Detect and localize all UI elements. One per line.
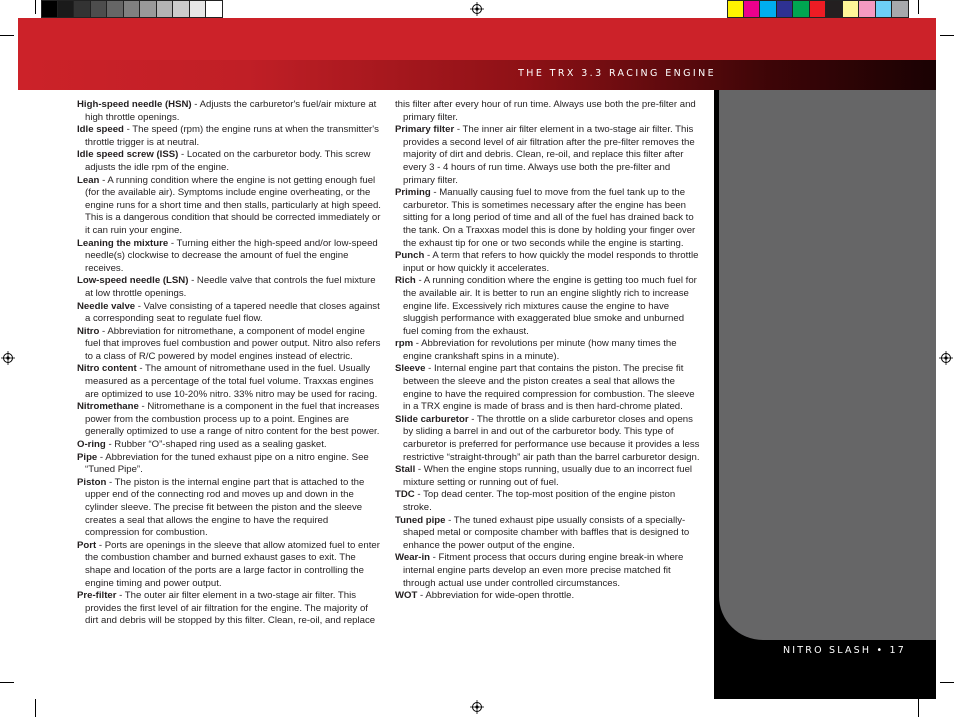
glossary-definition: - Turning either the high-speed and/or low-speed needle(s) clockwise to decrease the amount of fuel the engine receives.	[85, 237, 378, 274]
glossary-definition: - Nitromethane is a component in the fuel that increases power from the combustion process up to a point. Engines are generally optimized to use a range of nitro content for the best power.	[85, 401, 380, 438]
section-title: THE TRX 3.3 RACING ENGINE	[518, 68, 716, 79]
glossary-definition: - A running condition where the engine is getting too much fuel for the available air. It is better to run an engine slightly rich to increase engine life. Excessively rich mixtures cause the engine to have sluggish performance with exaggerated blue smoke and unburned fuel coming from the exhaust.	[403, 275, 697, 337]
glossary-definition: - Ports are openings in the sleeve that allow atomized fuel to enter the combustion chamber and burned exhaust gases to exit. The shape and location of the ports are a large factor in controlling the engine timing and power output.	[85, 539, 380, 589]
gray-swatch	[206, 0, 223, 18]
glossary-definition: - The tuned exhaust pipe usually consists of a specially-shaped metal or composite chamber with baffles that is designed to enhance the power output of the engine.	[403, 514, 690, 551]
glossary-entry	[395, 414, 701, 464]
gray-swatch	[140, 0, 157, 18]
color-swatch	[843, 0, 860, 18]
glossary-term: Primary filter	[395, 124, 455, 136]
glossary-definition: - Fitment process that occurs during engine break-in where internal engine parts develop an even more precise matched fit through actual use under controlled circumstances.	[403, 552, 684, 589]
glossary-definition: - A running condition where the engine is not getting enough fuel (for the available air). Symptoms include engine overheating, or the engine runs for a short time and then stalls, particularly at high speed. This is a dangerous condition that should be corrected immediately or it can ruin your engine.	[85, 174, 381, 236]
glossary-definition: - The inner air filter element in a two-stage air filter. This provides a second level of air filtration after the pre-filter removes the majority of dirt and debris. Clean, re-oil, and replace this filter after every 3 - 4 hours of run time. Always use both the pre-filter and primary filter.	[403, 124, 695, 186]
glossary-definition: - The speed (rpm) the engine runs at when the transmitter's throttle trigger is at neutral.	[85, 124, 379, 148]
registration-mark-right	[939, 351, 953, 365]
crop-mark-right-bottom	[940, 682, 954, 683]
glossary-entry	[395, 515, 701, 553]
glossary-term: Pre-filter	[77, 590, 117, 602]
glossary-definition: - Abbreviation for nitromethane, a component of model engine fuel that improves fuel combustion and power output. Nitro also refers to a class of R/C powered by model engines instead of electric.	[85, 325, 381, 362]
glossary-entry	[77, 363, 383, 401]
glossary-definition: - Rubber “O”-shaped ring used as a sealing gasket.	[105, 439, 327, 451]
glossary-definition: - The amount of nitromethane used in the fuel. Usually measured as a percentage of the total fuel volume. Traxxas engines are optimized to use 10-20% nitro. 33% nitro may be used for racing.	[85, 363, 378, 400]
glossary-definition: - When the engine stops running, usually due to an incorrect fuel mixture setting or running out of fuel.	[403, 464, 693, 488]
glossary-entry	[395, 590, 701, 603]
glossary-entry	[395, 275, 701, 338]
crop-mark-right-top	[940, 35, 954, 36]
glossary-term: Pipe	[77, 451, 98, 463]
glossary-entry	[395, 363, 701, 413]
glossary-entry	[77, 452, 383, 477]
color-swatch	[876, 0, 893, 18]
gray-swatch	[190, 0, 207, 18]
glossary-entry	[395, 552, 701, 590]
side-panel-gray	[719, 90, 936, 640]
glossary-definition: - Adjusts the carburetor's fuel/air mixture at high throttle openings.	[85, 99, 377, 123]
crop-mark-top-right	[918, 0, 919, 14]
glossary-entry	[77, 439, 383, 452]
crop-mark-left-top	[0, 35, 14, 36]
glossary-term: Priming	[395, 187, 431, 199]
crop-mark-bottom-right	[918, 699, 919, 717]
glossary-entry	[395, 124, 701, 187]
header-red-band	[18, 18, 936, 60]
glossary-definition: - Located on the carburetor body. This screw adjusts the idle rpm of the engine.	[85, 149, 371, 173]
glossary-term: Needle valve	[77, 300, 136, 312]
color-swatch	[727, 0, 744, 18]
glossary-entry	[395, 187, 701, 250]
glossary-term: Piston	[77, 476, 107, 488]
registration-mark-left	[1, 351, 15, 365]
glossary-definition: - Needle valve that controls the fuel mixture at low throttle openings.	[85, 275, 376, 299]
gray-swatch	[74, 0, 91, 18]
glossary-definition: - The throttle on a slide carburetor closes and opens by sliding a barrel in and out of the carburetor body. This type of carburetor is preferred for performance use because it provides a less restrictive “straight-through” air path than the barrel carburetor design.	[403, 413, 700, 463]
glossary-term: Idle speed screw (ISS)	[77, 149, 179, 161]
glossary-term: Port	[77, 539, 97, 551]
glossary-term: Lean	[77, 174, 100, 186]
glossary-entry	[77, 238, 383, 276]
glossary-definition: - A term that refers to how quickly the model responds to throttle input or how quickly it accelerates.	[403, 250, 699, 274]
section-header-bar	[18, 60, 936, 90]
gray-swatch	[173, 0, 190, 18]
page-number: 17	[889, 645, 907, 656]
color-swatch	[892, 0, 909, 18]
glossary-entry	[395, 99, 701, 124]
gray-swatch	[107, 0, 124, 18]
gray-swatch	[58, 0, 75, 18]
crop-mark-left-bottom	[0, 682, 14, 683]
glossary-entry	[77, 99, 383, 124]
glossary-entry	[77, 326, 383, 364]
glossary-column-right	[395, 99, 701, 603]
glossary-entry	[395, 489, 701, 514]
footer-separator: •	[876, 645, 885, 656]
glossary-entry	[77, 301, 383, 326]
page-footer	[783, 645, 906, 656]
process-color-bar	[727, 0, 909, 18]
glossary-entry	[77, 275, 383, 300]
glossary-definition: - Manually causing fuel to move from the fuel tank up to the carburetor. This is sometimes necessary after the engine has been sitting for a long period of time and all of the fuel has drained back to the tank. On a Traxxas model this is done by holding your finger over the exhaust tip for one or two seconds while the engine is starting.	[403, 187, 696, 249]
color-swatch	[744, 0, 761, 18]
glossary-entry	[395, 464, 701, 489]
glossary-definition: - Abbreviation for wide-open throttle.	[417, 590, 575, 602]
glossary-entry	[77, 477, 383, 540]
glossary-entry	[77, 401, 383, 439]
crop-mark-bottom-left	[35, 699, 36, 717]
grayscale-color-bar	[41, 0, 223, 18]
glossary-definition: - Abbreviation for the tuned exhaust pipe on a nitro engine. See “Tuned Pipe”.	[85, 451, 369, 476]
glossary-term: High-speed needle (HSN)	[77, 99, 192, 110]
gray-swatch	[91, 0, 108, 18]
glossary-entry	[77, 175, 383, 238]
glossary-term: Wear-in	[395, 552, 431, 564]
glossary-column-left	[77, 99, 383, 628]
glossary-definition: - Abbreviation for revolutions per minute (how many times the engine crankshaft spins in a minute).	[403, 338, 677, 362]
glossary-term: Nitro	[77, 325, 100, 337]
glossary-entry	[77, 590, 383, 628]
glossary-definition: - The piston is the internal engine part that is attached to the upper end of the connecting rod and moves up and down in the cylinder sleeve. The precise fit between the piston and the sleeve creates a seal that allows the engine to have the required compression for combustion.	[85, 476, 365, 539]
registration-mark-bottom	[470, 700, 484, 714]
color-swatch	[760, 0, 777, 18]
color-swatch	[826, 0, 843, 18]
glossary-term: Punch	[395, 250, 425, 262]
gray-swatch	[157, 0, 174, 18]
glossary-term: Stall	[395, 464, 416, 476]
color-swatch	[859, 0, 876, 18]
glossary-term: Nitro content	[77, 363, 137, 375]
glossary-entry	[77, 149, 383, 174]
glossary-term: Tuned pipe	[395, 514, 446, 526]
glossary-definition: - Valve consisting of a tapered needle that closes against a corresponding seat to regulate fuel flow.	[85, 300, 380, 325]
glossary-term: rpm	[395, 338, 414, 350]
glossary-term: Nitromethane	[77, 401, 139, 413]
color-swatch	[777, 0, 794, 18]
glossary-term: Rich	[395, 275, 416, 287]
glossary-term: Low-speed needle (LSN)	[77, 275, 189, 287]
glossary-term: Idle speed	[77, 124, 124, 136]
registration-mark-top	[470, 2, 484, 16]
glossary-term: TDC	[395, 489, 415, 501]
glossary-entry	[395, 250, 701, 275]
glossary-definition: - Top dead center. The top-most position of the engine piston stroke.	[403, 489, 676, 513]
gray-swatch	[41, 0, 58, 18]
glossary-entry	[395, 338, 701, 363]
color-swatch	[793, 0, 810, 18]
glossary-term: Leaning the mixture	[77, 237, 169, 249]
glossary-definition: this filter after every hour of run time. Always use both the pre-filter and primary filter.	[395, 99, 696, 123]
glossary-entry	[77, 540, 383, 590]
glossary-term: WOT	[395, 590, 418, 602]
gray-swatch	[124, 0, 141, 18]
glossary-definition: - Internal engine part that contains the piston. The precise fit between the sleeve and the piston creates a seal that allows the engine to have the required compression for combustion. The sleeve in a TRX engine is made of brass and is then hard-chrome plated.	[403, 363, 695, 413]
crop-mark-top-left	[35, 0, 36, 14]
footer-page-label: NITRO SLASH	[783, 645, 872, 656]
color-swatch	[810, 0, 827, 18]
glossary-term: Slide carburetor	[395, 413, 469, 425]
glossary-term: O-ring	[77, 439, 106, 451]
glossary-definition: - The outer air filter element in a two-stage air filter. This provides the first level of air filtration for the engine. The majority of dirt and debris will be stopped by this filter. Clean, re-oil, and replace	[85, 590, 376, 627]
glossary-entry	[77, 124, 383, 149]
glossary-term: Sleeve	[395, 363, 426, 375]
